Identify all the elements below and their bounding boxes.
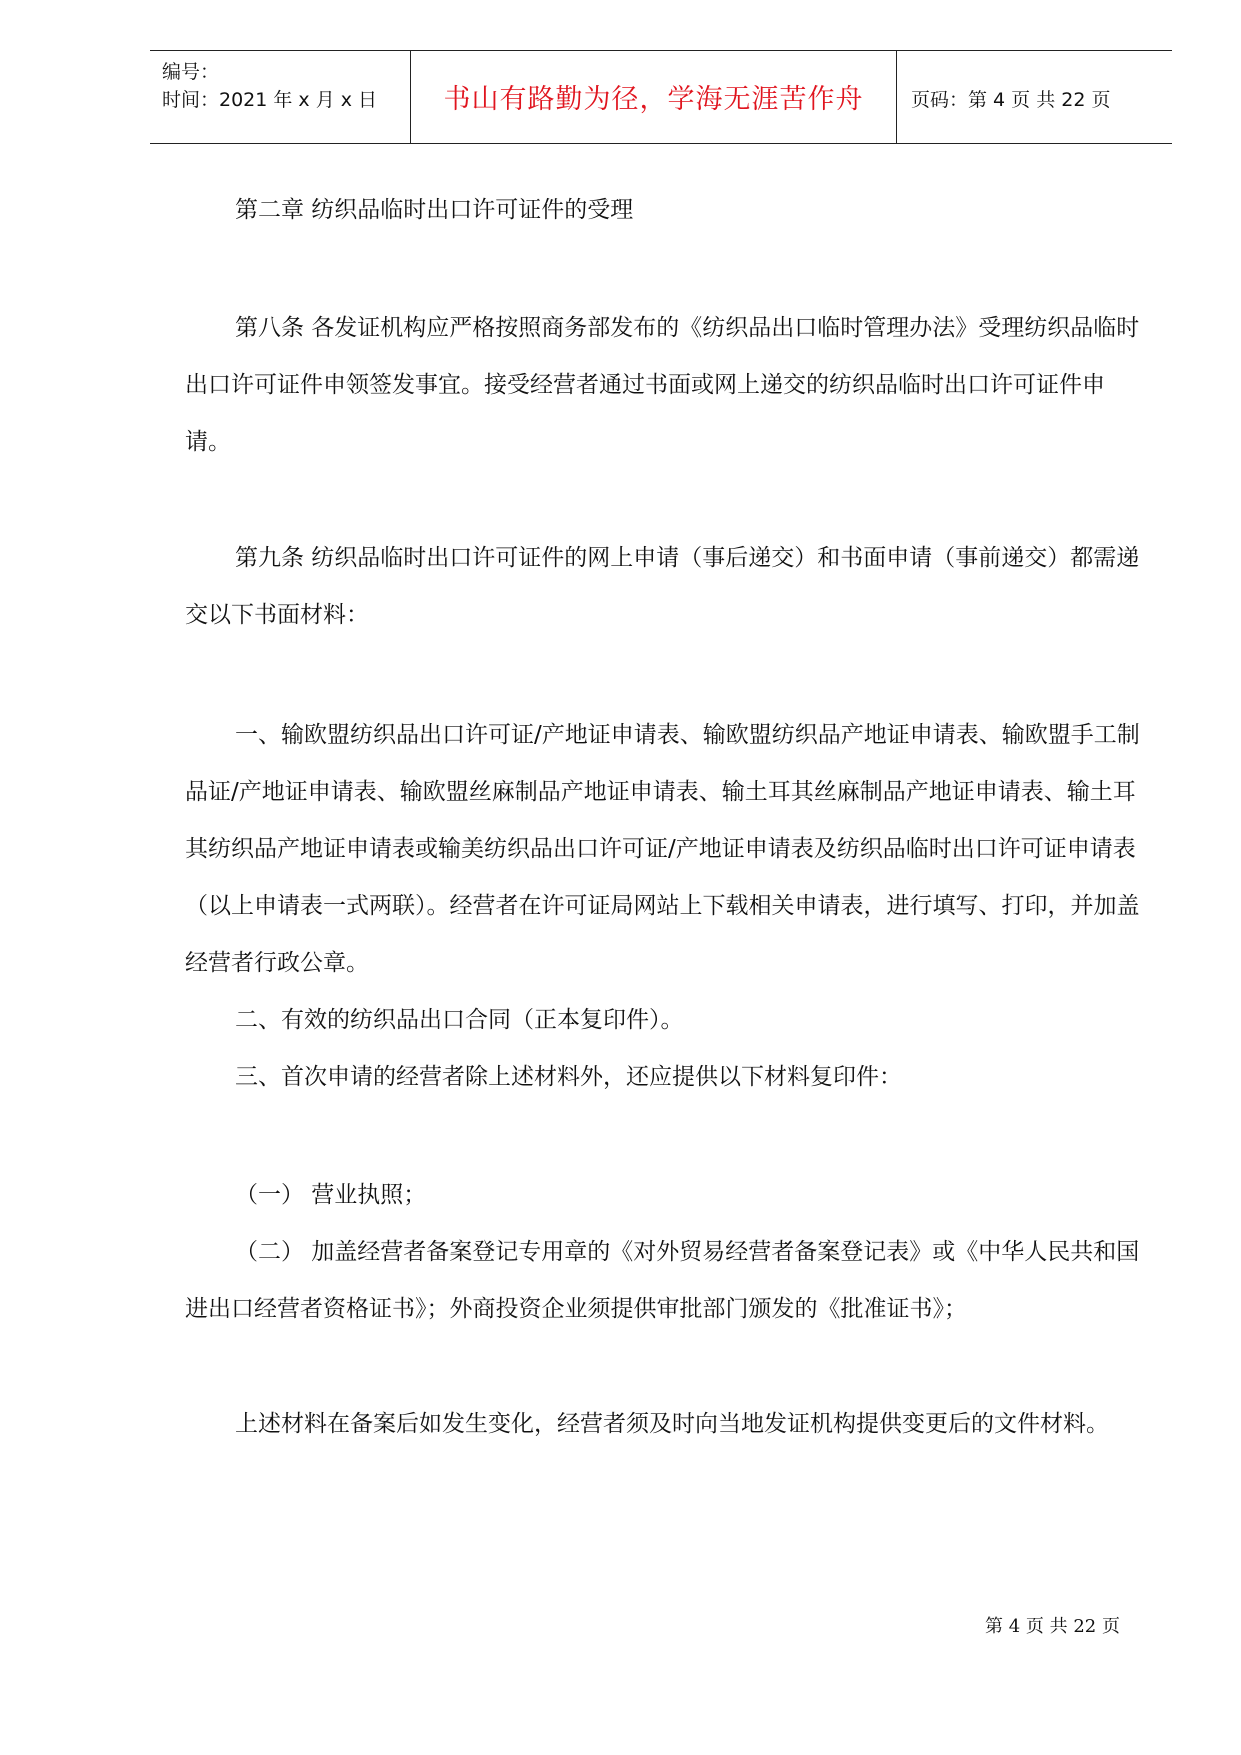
header-motto: 书山有路勤为径，学海无涯苦作舟: [443, 84, 864, 115]
header-page-cell: [897, 51, 1172, 143]
article-8-paragraph: 第八条 各发证机构应严格按照商务部发布的《纺织品出口临时管理办法》受理纺织品临时出口许可证件申领签发事宜。接受经营者通过书面或网上递交的纺织品临时出口许可证件申请。: [185, 315, 1140, 455]
header-page-label: 页码：第 4 页 共 22 页: [911, 89, 1111, 111]
page-header: [150, 50, 1172, 144]
material-item-3: 三、首次申请的经营者除上述材料外，还应提供以下材料复印件：: [235, 1064, 902, 1090]
article-9-paragraph: 第九条 纺织品临时出口许可证件的网上申请（事后递交）和书面申请（事前递交）都需递交以下书面材料：: [185, 545, 1140, 628]
sub-item-1: （一） 营业执照；: [235, 1182, 427, 1208]
header-motto-cell: [410, 51, 897, 143]
sub-item-2: （二） 加盖经营者备案登记专用章的《对外贸易经营者备案登记表》或《中华人民共和国进出口经营者资格证书》；外商投资企业须提供审批部门颁发的《批准证书》；: [185, 1239, 1140, 1322]
change-note-paragraph: 上述材料在备案后如发生变化，经营者须及时向当地发证机构提供变更后的文件材料。: [235, 1411, 1109, 1437]
chapter-title: 第二章 纺织品临时出口许可证件的受理: [235, 197, 634, 223]
page-footer: 第 4 页 共 22 页: [985, 1616, 1120, 1637]
document-number-label: 编号：: [162, 61, 220, 83]
material-item-1: 一、输欧盟纺织品出口许可证/产地证申请表、输欧盟纺织品产地证申请表、输欧盟手工制品证/产地证申请表、输欧盟丝麻制品产地证申请表、输土耳其丝麻制品产地证申请表、输土耳其纺织品产地证申请表或输美纺织品出口许可证/产地证申请表及纺织品临时出口许可证申请表（以上申请表一式两联）。经营者在许可证局网站上下载相关申请表，进行填写、打印，并加盖经营者行政公章。: [185, 722, 1140, 976]
document-time-label: 时间：2021 年 x 月 x 日: [162, 89, 378, 111]
header-meta: [150, 51, 410, 143]
material-item-2: 二、有效的纺织品出口合同（正本复印件）。: [235, 1007, 684, 1033]
